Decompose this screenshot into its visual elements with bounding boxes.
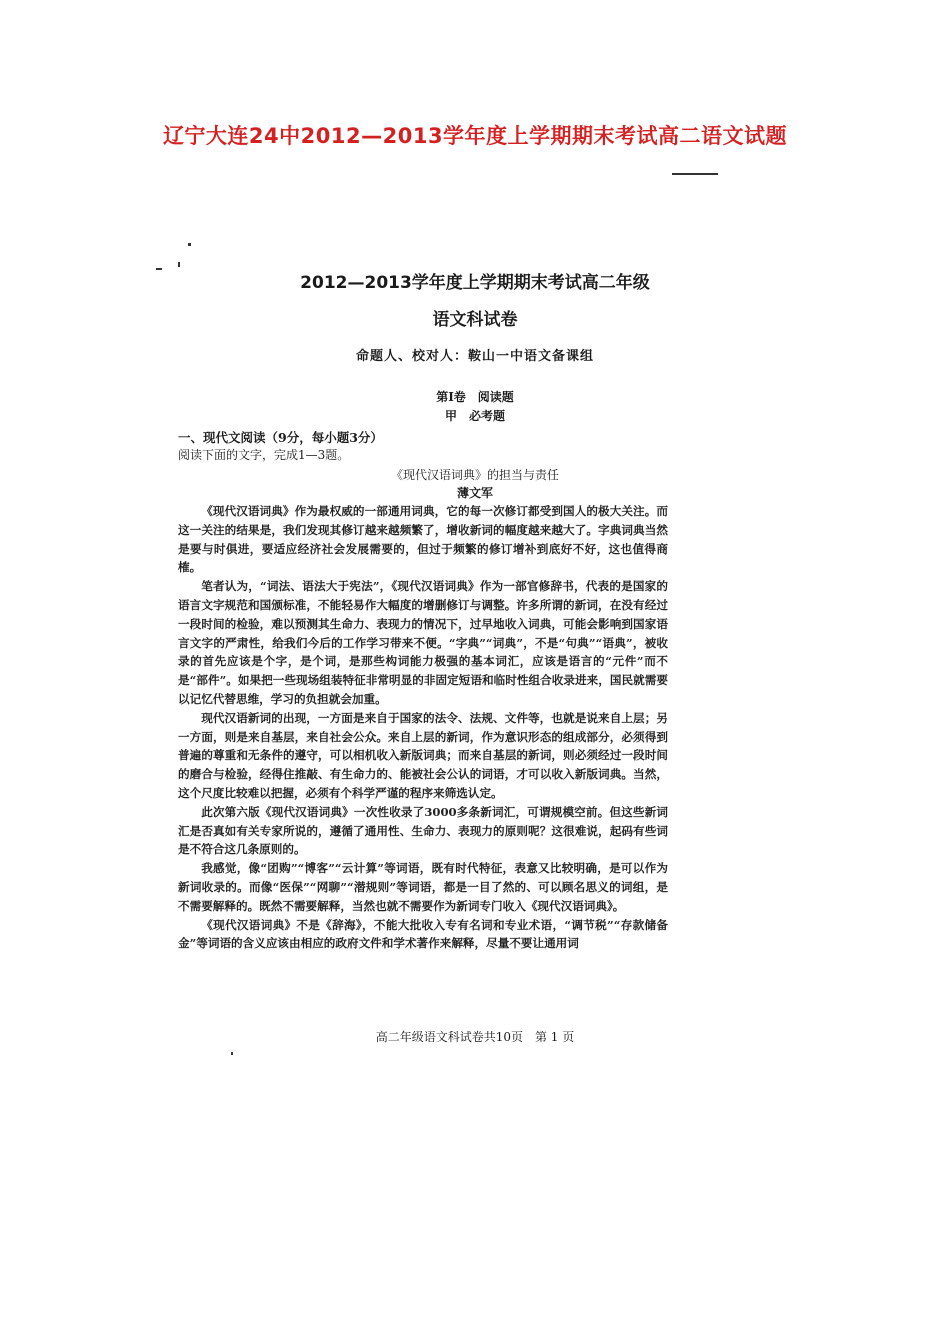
exam-authors: 命题人、校对人：鞍山一中语文备课组 (355, 349, 594, 364)
article-paragraph: 我感觉，像“团购”“博客”“云计算”等词语，既有时代特征，表意又比较明确，是可以作为新词收录的。而像“医保”“网聊”“潜规则”等词语，都是一目了然的、可以顾名思义的词组，是不需要解释的。既然不需要解释，当然也就不需要作为新词专门收入《现代汉语词典》。 (178, 861, 668, 913)
article-paragraph: 现代汉语新词的出现，一方面是来自于国家的法令、法规、文件等，也就是说来自上层；另一方面，则是来自基层，来自社会公众。来自上层的新词，作为意识形态的组成部分，必须得到普遍的尊重和无条件的遵守，可以相机收入新版词典；而来自基层的新词，则必须经过一段时间的磨合与检验，经得住推敲、有生命力的、能被社会公认的词语，才可以收入新版词典。当然，这个尺度比较难以把握，必须有个科学严谨的程序来筛选认定。 (178, 710, 668, 800)
subject-title: 语文科试卷 (432, 310, 518, 330)
article-paragraph: 此次第六版《现代汉语词典》一次性收录了3000多条新词汇，可谓规模空前。但这些新词汇是否真如有关专家所说的，遵循了通用性、生命力、表现力的原则呢？这很难说，起码有些词是不符合这几条原则的。 (178, 804, 668, 857)
article-paragraph: 《现代汉语词典》不是《辞海》，不能大批收入专有名词和专业术语，“调节税”“存款储备金”等词语的含义应该由相应的政府文件和学术著作来解释，尽量不要让通用词 (178, 917, 668, 951)
exam-title: 2012—2013学年度上学期期末考试高二年级 (300, 273, 650, 293)
article-title: 《现代汉语词典》的担当与责任 (390, 468, 559, 482)
section-title: 第Ⅰ卷 阅读题 (436, 390, 514, 404)
part-heading: 一、现代文阅读（9分，每小题3分） (178, 430, 383, 445)
scan-artifact-line (672, 173, 718, 175)
scan-artifact-dot (188, 243, 191, 246)
article-body (178, 502, 668, 953)
article-author: 薄文军 (456, 486, 493, 500)
document-banner-title: 辽宁大连24中2012—2013学年度上学期期末考试高二语文试题 (162, 124, 788, 148)
reading-instruction: 阅读下面的文字，完成1—3题。 (178, 448, 350, 462)
scan-artifact-dot (231, 1052, 233, 1055)
article-paragraph: 《现代汉语词典》作为最权威的一部通用词典，它的每一次修订都受到国人的极大关注。而这一关注的结果是，我们发现其修订越来越频繁了，增收新词的幅度越来越大了。字典词典当然是要与时俱进，要适应经济社会发展需要的，但过于频繁的修订增补到底好不好，这也值得商榷。 (178, 504, 668, 575)
scan-artifact-dot (178, 262, 180, 267)
section-subtitle: 甲 必考题 (444, 409, 505, 423)
page-footer: 高二年级语文科试卷共10页 第 1 页 (375, 1030, 575, 1044)
article-paragraph: 笔者认为，“词法、语法大于宪法”，《现代汉语词典》作为一部官修辞书，代表的是国家的语言文字规范和国颁标准，不能轻易作大幅度的增删修订与调整。许多所谓的新词，在没有经过一段时间的检验，难以预测其生命力、表现力的情况下，过早地收入词典，可能会影响到国家语言文字的严肃性，给我们今后的工作学习带来不便。“字典”“词典”，不是“句典”“语典”，被收录的首先应该是个字，是个词，是那些构词能力极强的基本词汇，应该是语言的“元件”而不是“部件”。如果把一些现场组装特征非常明显的非固定短语和临时性组合收录进来，国民就需要以记忆代替思维，学习的负担就会加重。 (178, 579, 668, 706)
